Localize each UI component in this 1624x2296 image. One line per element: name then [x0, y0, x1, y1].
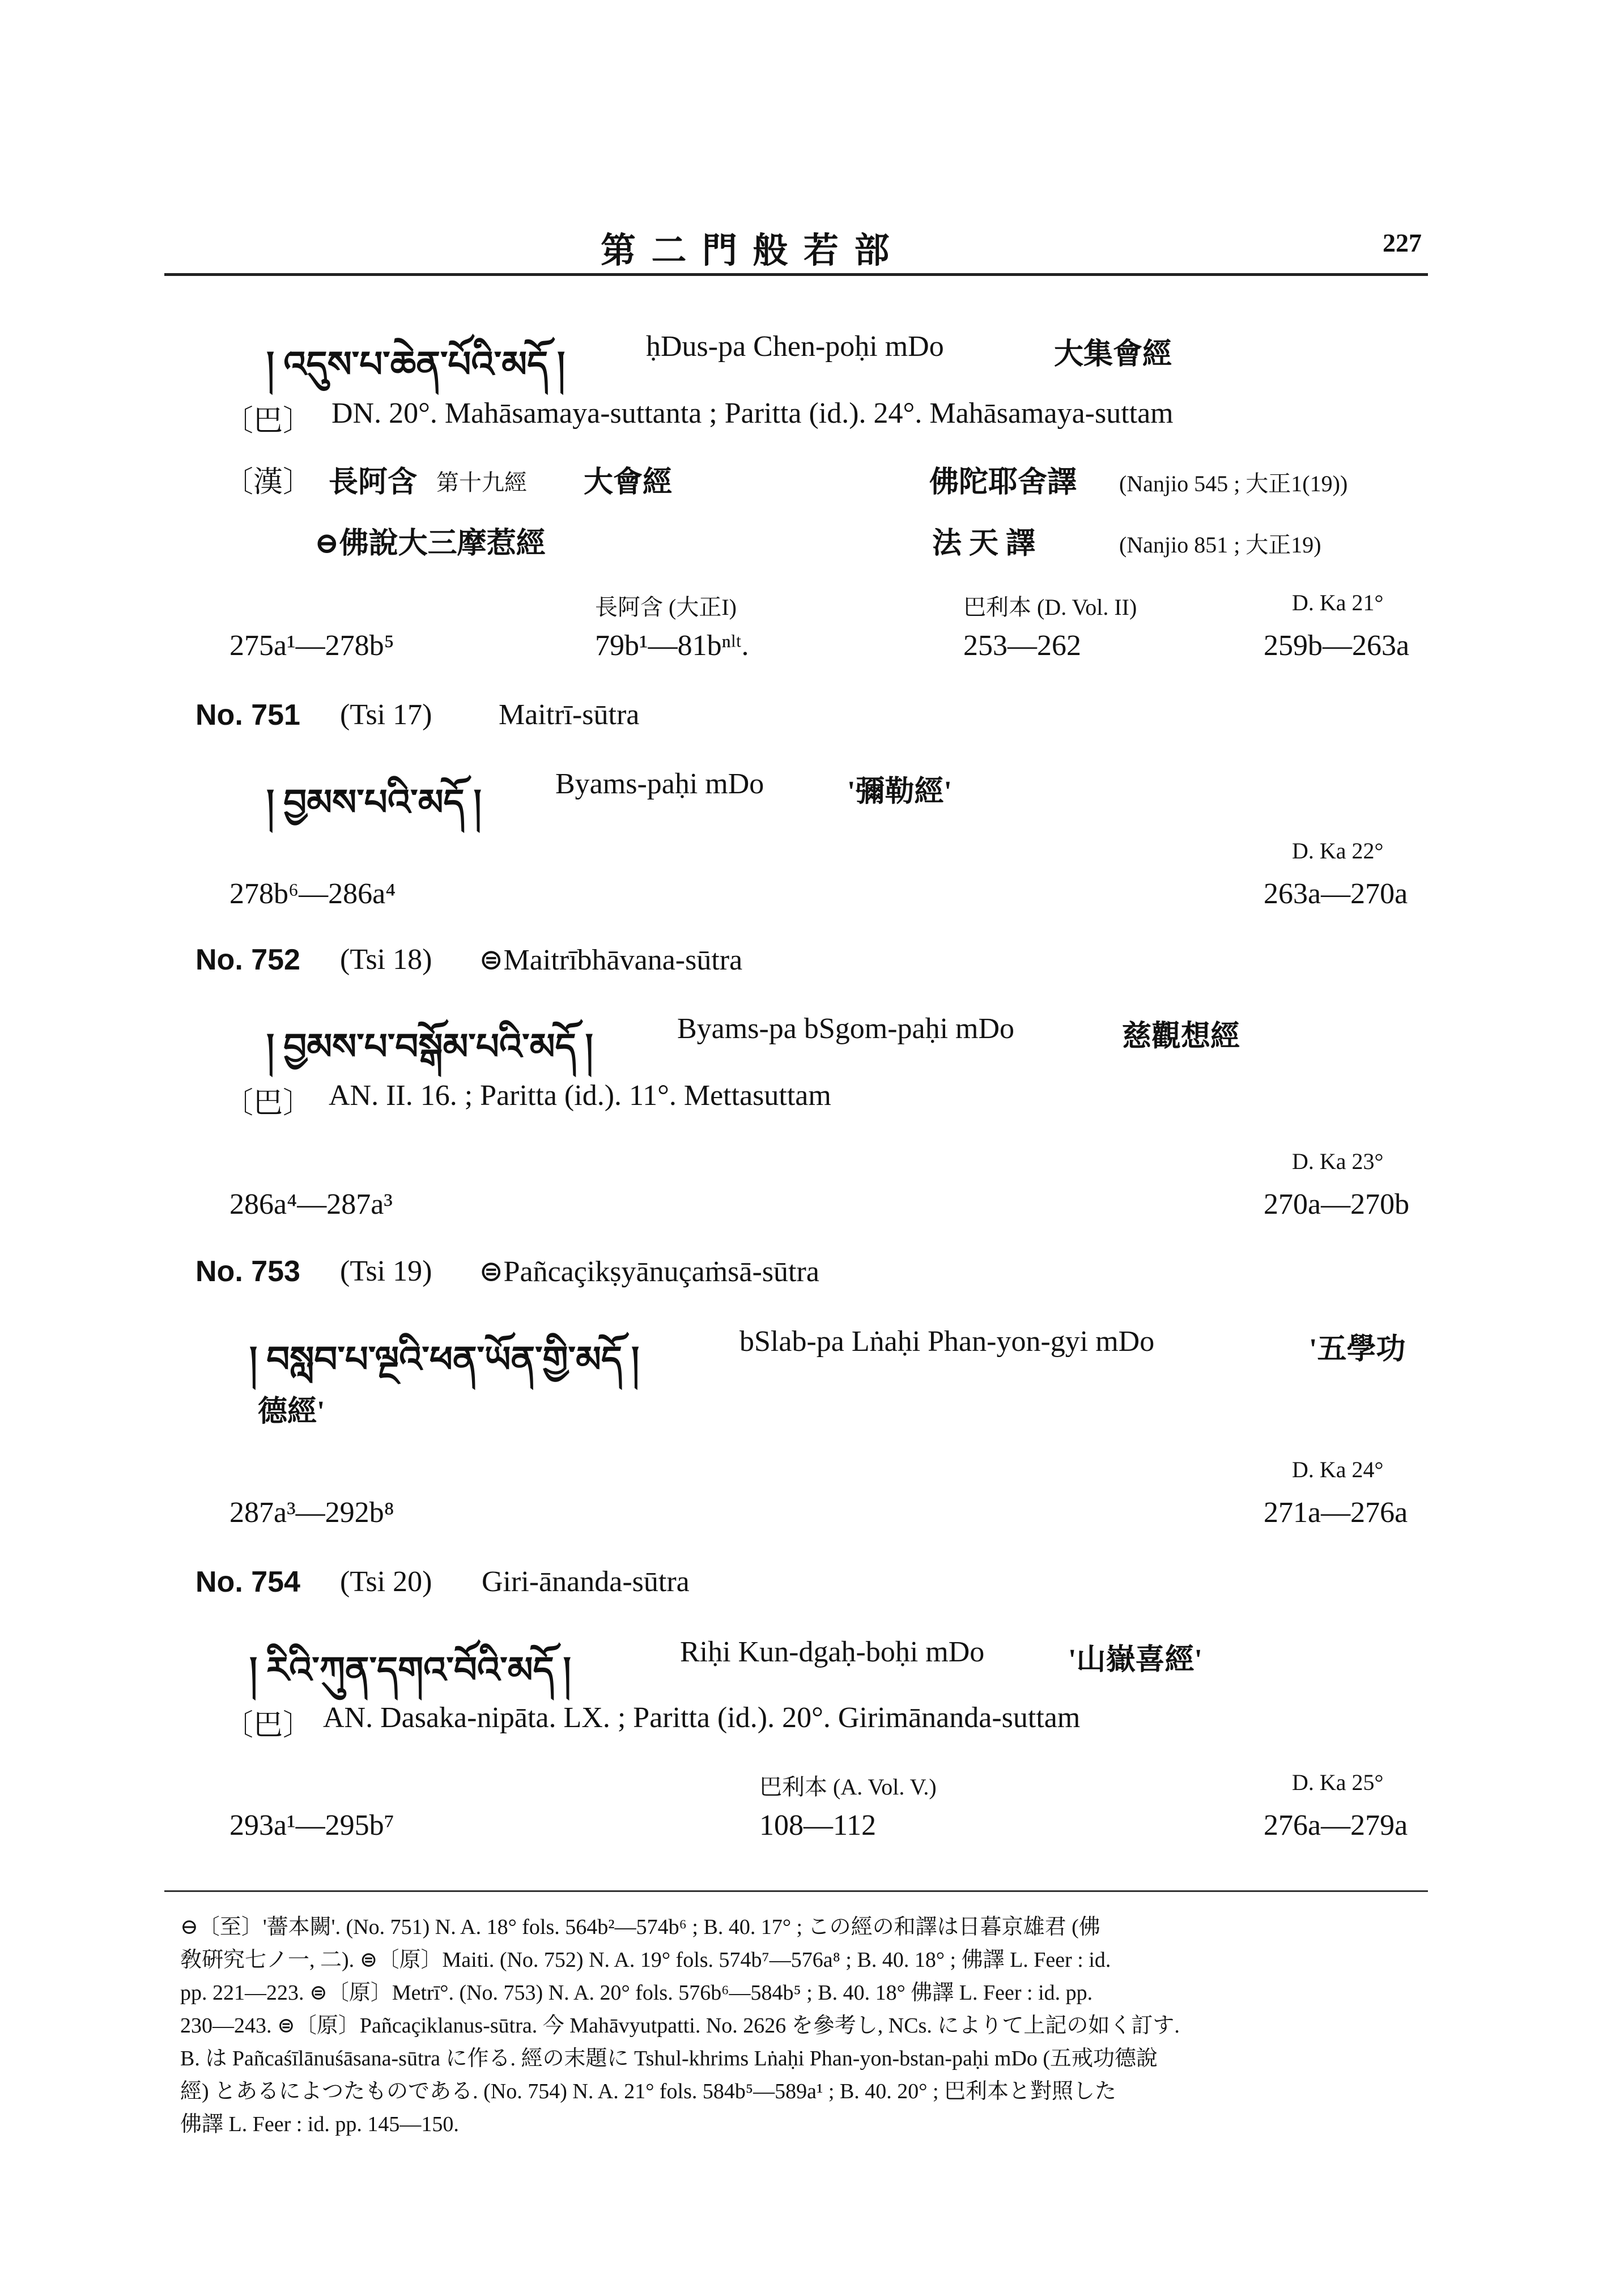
column-head: 巴利本 (A. Vol. V.) — [759, 1774, 937, 1800]
han-catalog-2: (Nanjio 851 ; 大正19) — [1119, 532, 1321, 558]
tibetan-title: ། བྱམས་པ་བསྒོམ་པའི་མདོ ། — [266, 1027, 593, 1067]
entry-number: No. 752 — [195, 943, 300, 976]
page-number: 227 — [1383, 228, 1422, 257]
romanized-title: ḥDus-pa Chen-poḥi mDo — [646, 330, 944, 363]
footnote-line: B. は Pañcaśīlānuśāsana-sūtra に作る. 經の末題に Tshul-khrims Lṅaḥi Phan-yon-bstan-paḥi mDo (五戒功德說 — [180, 2047, 1158, 2070]
column-head: D. Ka 25° — [1292, 1770, 1384, 1795]
folio-range: 253—262 — [963, 630, 1081, 662]
folio-range: 287a³—292b⁸ — [229, 1496, 394, 1529]
tsi-number: (Tsi 17) — [340, 699, 432, 731]
tsi-number: (Tsi 18) — [340, 943, 432, 976]
entry-number: No. 754 — [195, 1566, 300, 1598]
han-source: 長阿含 — [329, 466, 418, 499]
folio-range: 259b—263a — [1264, 630, 1410, 662]
column-head: D. Ka 23° — [1292, 1149, 1384, 1174]
romanized-title: Byams-paḥi mDo — [555, 768, 764, 800]
romanized-title: bSlab-pa Lṅaḥi Phan-yon-gyi mDo — [739, 1325, 1155, 1358]
folio-range: 293a¹—295b⁷ — [229, 1809, 394, 1842]
entry-number: No. 751 — [195, 699, 300, 732]
header-rule — [164, 273, 1428, 276]
folio-range: 276a—279a — [1264, 1809, 1408, 1842]
folio-range: 286a⁴—287a³ — [229, 1188, 393, 1221]
folio-range: 278b⁶—286a⁴ — [229, 878, 396, 910]
romanized-title: Byams-pa bSgom-paḥi mDo — [677, 1013, 1015, 1045]
chinese-title: 大集會經 — [1054, 338, 1172, 371]
tibetan-title: ། རིའི་ཀུན་དགའ་བོའི་མདོ ། — [249, 1650, 571, 1690]
tsi-number: (Tsi 19) — [340, 1255, 432, 1287]
pali-reference: AN. II. 16. ; Paritta (id.). 11°. Mettasuttam — [329, 1079, 831, 1112]
column-head: D. Ka 22° — [1292, 838, 1384, 864]
pali-tag: 〔巴〕 — [224, 405, 313, 437]
chinese-title-continued: 德經' — [258, 1396, 325, 1428]
folio-range: 271a—276a — [1264, 1496, 1408, 1529]
tibetan-title: ། བསླབ་པ་ལྔའི་ཕན་ཡོན་གྱི་མདོ ། — [249, 1340, 640, 1380]
han-title-2: ⊖佛說大三摩惹經 — [314, 528, 546, 560]
tibetan-title: ། བྱམས་པའི་མདོ ། — [266, 783, 482, 823]
folio-range: 108—112 — [759, 1809, 877, 1842]
chinese-title: '彌勒經' — [847, 776, 952, 808]
romanized-title: Riḥi Kun-dgaḥ-boḥi mDo — [680, 1636, 985, 1668]
han-chapter: 第十九經 — [436, 470, 527, 495]
sanskrit-title: Giri-ānanda-sūtra — [482, 1566, 690, 1598]
pali-reference: AN. Dasaka-nipāta. LX. ; Paritta (id.). 20°. Girimānanda-suttam — [323, 1702, 1081, 1734]
folio-range: 263a—270a — [1264, 878, 1408, 910]
folio-range: 275a¹—278b⁵ — [229, 630, 394, 662]
footnote-line: pp. 221—223. ⊜〔原〕Metrī°. (No. 753) N. A. 20° fols. 576b⁶—584b⁵ ; B. 40. 18° 佛譯 L. Feer : id. pp. — [180, 1981, 1093, 2005]
running-header-title: 第 二 門 般 若 部 — [601, 232, 893, 270]
chinese-title: '五學功 — [1309, 1333, 1406, 1366]
sanskrit-title: ⊜Pañcaçikṣyānuçaṁsā-sūtra — [479, 1256, 819, 1288]
folio-range: 79b¹—81bⁿˡᵗ. — [595, 630, 749, 662]
entry-number: No. 753 — [195, 1255, 300, 1288]
column-head: D. Ka 21° — [1292, 590, 1384, 615]
han-translator: 佛陀耶舍譯 — [929, 466, 1077, 499]
footnote-line: 敎硏究七ノ一, 二). ⊜〔原〕Maiti. (No. 752) N. A. 19° fols. 574b⁷—576a⁸ ; B. 40. 18° ; 佛譯 L. Feer : id. — [180, 1948, 1111, 1972]
pali-tag: 〔巴〕 — [224, 1087, 313, 1120]
pali-tag: 〔巴〕 — [224, 1710, 313, 1742]
column-head: 長阿含 (大正I) — [595, 594, 737, 620]
han-tag: 〔漢〕 — [224, 466, 313, 499]
footnote-line: 230—243. ⊜〔原〕Pañcaçiklanus-sūtra. 今 Mahāvyutpatti. No. 2626 を參考し, NCs. によりて上記の如く訂す. — [180, 2014, 1180, 2038]
folio-range: 270a—270b — [1264, 1188, 1410, 1221]
pali-reference: DN. 20°. Mahāsamaya-suttanta ; Paritta (id.). 24°. Mahāsamaya-suttam — [331, 397, 1174, 430]
footnote-line: 佛譯 L. Feer : id. pp. 145—150. — [180, 2112, 459, 2136]
sanskrit-title: Maitrī-sūtra — [499, 699, 640, 731]
column-head: D. Ka 24° — [1292, 1457, 1384, 1482]
column-head: 巴利本 (D. Vol. II) — [963, 594, 1137, 620]
chinese-title: 慈觀想經 — [1122, 1021, 1240, 1053]
chinese-title: '山嶽喜經' — [1068, 1644, 1202, 1676]
han-title: 大會經 — [584, 466, 673, 499]
tsi-number: (Tsi 20) — [340, 1566, 432, 1598]
footnote-rule — [164, 1890, 1428, 1892]
sanskrit-title: ⊜Maitrībhāvana-sūtra — [479, 944, 743, 976]
tibetan-title: ། འདུས་པ་ཆེན་པོའི་མདོ ། — [266, 345, 566, 385]
footnotes — [180, 1911, 1444, 2141]
footnote-line: ⊖〔至〕'薔本闕'. (No. 751) N. A. 18° fols. 564b²—574b⁶ ; B. 40. 17° ; この經の和譯は日暮京雄君 (佛 — [180, 1915, 1100, 1939]
han-translator-2: 法 天 譯 — [932, 528, 1036, 560]
footnote-line: 經) とあるによつたものである. (No. 754) N. A. 21° fols. 584b⁵—589a¹ ; B. 40. 20° ; 巴利本と對照した — [180, 2080, 1117, 2103]
han-catalog: (Nanjio 545 ; 大正1(19)) — [1119, 471, 1348, 496]
